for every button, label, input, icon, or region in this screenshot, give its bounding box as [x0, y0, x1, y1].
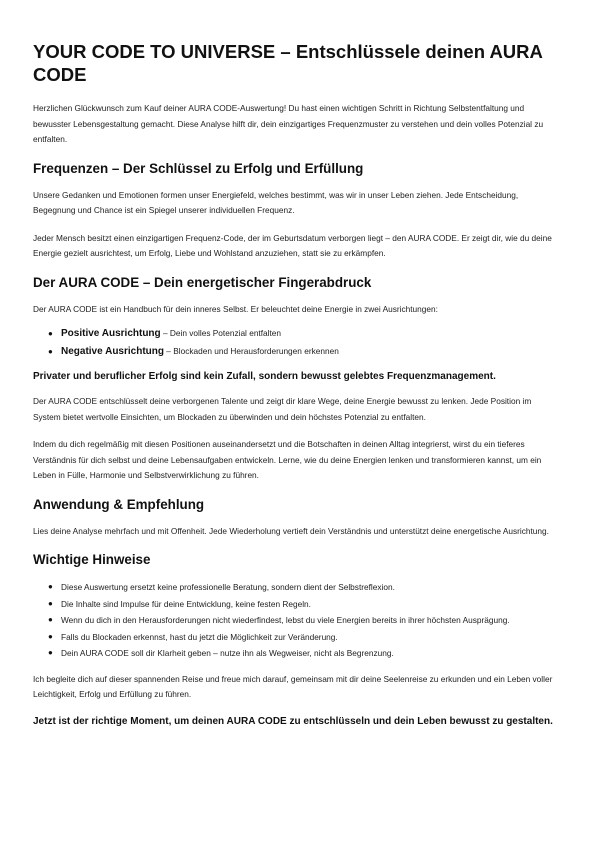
- frequenzen-paragraph-1: Unsere Gedanken und Emotionen formen unser Energiefeld, welches bestimmt, was wir in unser Leben ziehen. Jede Entscheidung, Begegnung und Chance ist ein Spiegel unserer individuellen Frequenz.: [33, 189, 519, 215]
- list-item-text: Diese Auswertung ersetzt keine professionelle Beratung, sondern dient der Selbstreflexion.: [61, 582, 395, 592]
- list-item-label: Negative Ausrichtung: [61, 345, 164, 357]
- heading-frequenzen: Frequenzen – Der Schlüssel zu Erfolg und Erfüllung: [33, 160, 364, 176]
- page-title: YOUR CODE TO UNIVERSE – Entschlüssele deinen AURA CODE: [33, 41, 543, 85]
- list-item-text: Die Inhalte sind Impulse für deine Entwicklung, keine festen Regeln.: [61, 598, 311, 609]
- list-item: [48, 343, 560, 361]
- intro-paragraph: Herzlichen Glückwunsch zum Kauf deiner AURA CODE-Auswertung! Du hast einen wichtigen Schritt in Richtung Selbstentfaltung und bewusster Lebensgestaltung gemacht. Diese Analyse hilft dir, dein einzigartiges Frequenzmuster zu verstehen und dein volles Potenzial zu entfalten.: [33, 103, 544, 144]
- auracode-paragraph-2: Der AURA CODE entschlüsselt deine verborgenen Talente und zeigt dir klare Wege, deine Energie bewusst zu lenken. Jede Position im System bietet wertvolle Einsichten, um Blockaden zu überwinden und dein höchstes Potenzial zu entfalten.: [33, 396, 532, 422]
- list-item-text: – Dein volles Potenzial entfalten: [160, 328, 282, 338]
- list-item-text: Wenn du dich in den Herausforderungen nicht wiederfindest, lebst du viele Energien bereits in ihrer höchsten Ausprägung.: [61, 615, 510, 625]
- list-item-text: Falls du Blockaden erkennst, hast du jetzt die Möglichkeit zur Veränderung.: [61, 631, 338, 642]
- frequenzen-paragraph-2: Jeder Mensch besitzt einen einzigartigen Frequenz-Code, der im Geburtsdatum verborgen liegt – den AURA CODE. Er zeigt dir, wie du deine Energie gezielt ausrichtest, um Erfolg, Liebe und Wohlstand anzuziehen, statt sie zu erkämpfen.: [33, 232, 552, 258]
- heading-auracode: Der AURA CODE – Dein energetischer Fingerabdruck: [33, 274, 372, 290]
- bullet-icon: ●: [48, 329, 53, 338]
- bullet-icon: ●: [48, 631, 53, 641]
- hinweise-paragraph: Ich begleite dich auf dieser spannenden Reise und freue mich darauf, gemeinsam mit dir deine Seelenreise zu erkunden und ein Leben voller Leichtigkeit, Erfolg und Erfüllung zu führen.: [33, 673, 553, 699]
- list-item: [48, 596, 560, 613]
- list-item: [48, 629, 560, 646]
- list-item: [48, 645, 560, 662]
- bullet-icon: ●: [48, 582, 53, 591]
- auracode-paragraph-3: Indem du dich regelmäßig mit diesen Positionen auseinandersetzt und die Botschaften in deinen Alltag integrierst, wirst du ein tieferes Verständnis für dich selbst und deine Lebensaufgaben entwickeln. Lerne, wie du deine Energien lenken und transformieren kannst, um ein Leben in Fülle, Harmonie und Selbstverwirklichung zu führen.: [33, 439, 542, 480]
- heading-hinweise: Wichtige Hinweise: [33, 552, 151, 567]
- list-item-label: Positive Ausrichtung: [61, 328, 161, 339]
- auracode-paragraph-1: Der AURA CODE ist ein Handbuch für dein inneres Selbst. Er beleuchtet deine Energie in zwei Ausrichtungen:: [33, 303, 438, 314]
- list-item-text: – Blockaden und Herausforderungen erkennen: [163, 345, 339, 356]
- bullet-icon: ●: [48, 615, 53, 624]
- auracode-bold-statement: Privater und beruflicher Erfolg sind kein Zufall, sondern bewusst gelebtes Frequenzmanagement.: [33, 371, 496, 382]
- list-item: [48, 612, 560, 629]
- heading-anwendung: Anwendung & Empfehlung: [33, 496, 205, 512]
- list-item: [48, 579, 560, 596]
- ausrichtung-list: [33, 325, 560, 360]
- closing-statement: Jetzt ist der richtige Moment, um deinen AURA CODE zu entschlüsseln und dein Leben bewusst zu gestalten.: [33, 715, 553, 727]
- list-item: [48, 325, 560, 343]
- hinweise-list: [33, 579, 560, 662]
- bullet-icon: ●: [48, 346, 53, 356]
- list-item-text: Dein AURA CODE soll dir Klarheit geben – nutze ihn als Wegweiser, nicht als Begrenzung.: [61, 648, 394, 658]
- bullet-icon: ●: [48, 598, 53, 608]
- anwendung-paragraph: Lies deine Analyse mehrfach und mit Offenheit. Jede Wiederholung vertieft dein Verständnis und unterstützt deine energetische Ausrichtung.: [33, 525, 549, 536]
- bullet-icon: ●: [48, 648, 53, 657]
